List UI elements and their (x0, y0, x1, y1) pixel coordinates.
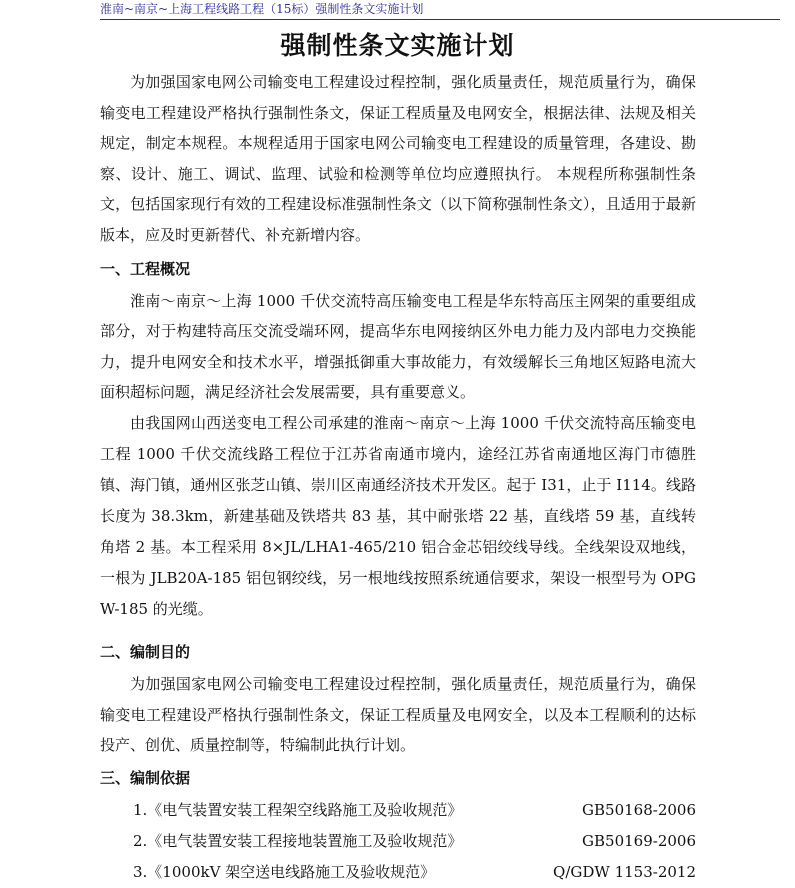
reference-item (100, 826, 696, 857)
section-heading-basis: 三、编制依据 (100, 768, 191, 787)
document-body (100, 67, 696, 888)
running-header: 淮南~南京~上海工程线路工程（15标）强制性条文实施计划 (100, 0, 780, 20)
reference-list (100, 795, 696, 888)
reference-title: 2.《电气装置安装工程接地装置施工及验收规范》 (133, 831, 463, 850)
reference-code: GB50168-2006 (582, 800, 696, 819)
section-heading-purpose: 二、编制目的 (100, 642, 191, 661)
reference-title: 1.《电气装置安装工程架空线路施工及验收规范》 (133, 800, 463, 819)
overview-paragraph-1: 淮南～南京～上海 1000 千伏交流特高压输变电工程是华东特高压主网架的重要组成部分，对于构建特高压交流受端环网，提高华东电网接纳区外电力能力及内部电力交换能力，提升电网安全和技术水平，增强抵御重大事故能力，有效缓解长三角地区短路电流大面积超标问题，满足经济社会发展需要，具有重要意义。 (100, 291, 696, 402)
intro-paragraph: 为加强国家电网公司输变电工程建设过程控制，强化质量责任，规范质量行为，确保输变电工程建设严格执行强制性条文，保证工程质量及电网安全，根据法律、法规及相关规定，制定本规程。本规程适用于国家电网公司输变电工程建设的质量管理，各建设、勘察、设计、施工、调试、监理、试验和检测等单位均应遵照执行。 本规程所称强制性条文，包括国家现行有效的工程建设标准强制性条文（以下简称强制性条文），且适用于最新版本，应及时更新替代、补充新增内容。 (100, 73, 696, 244)
overview-paragraph-2: 由我国网山西送变电工程公司承建的淮南～南京～上海 1000 千伏交流特高压输变电工程 1000 千伏交流线路工程位于江苏省南通市境内，途经江苏省南通地区海门市德胜镇、海门镇，通州区张芝山镇、崇川区南通经济技术开发区。起于 I31，止于 I114。线路长度为 38.3km，新建基础及铁塔共 83 基，其中耐张塔 22 基，直线塔 59 基，直线转角塔 2 基。本工程采用 8×JL/LHA1-465/210 铝合金芯铝绞线导线。全线架设双地线，一根为 JLB20A-185 铝包钢绞线，另一根地线按照系统通信要求，架设一根型号为 OPGW-185 的光缆。 (100, 413, 696, 618)
document-title: 强制性条文实施计划 (280, 31, 515, 60)
reference-item (100, 857, 696, 888)
section-heading-overview: 一、工程概况 (100, 259, 191, 278)
purpose-paragraph: 为加强国家电网公司输变电工程建设过程控制，强化质量责任，规范质量行为，确保输变电工程建设严格执行强制性条文，保证工程质量及电网安全，以及本工程顺利的达标投产、创优、质量控制等，特编制此执行计划。 (100, 674, 696, 755)
reference-code: GB50169-2006 (582, 831, 696, 850)
reference-item (100, 795, 696, 826)
reference-title: 3.《1000kV 架空送电线路施工及验收规范》 (133, 862, 436, 881)
reference-code: Q/GDW 1153-2012 (553, 862, 696, 881)
